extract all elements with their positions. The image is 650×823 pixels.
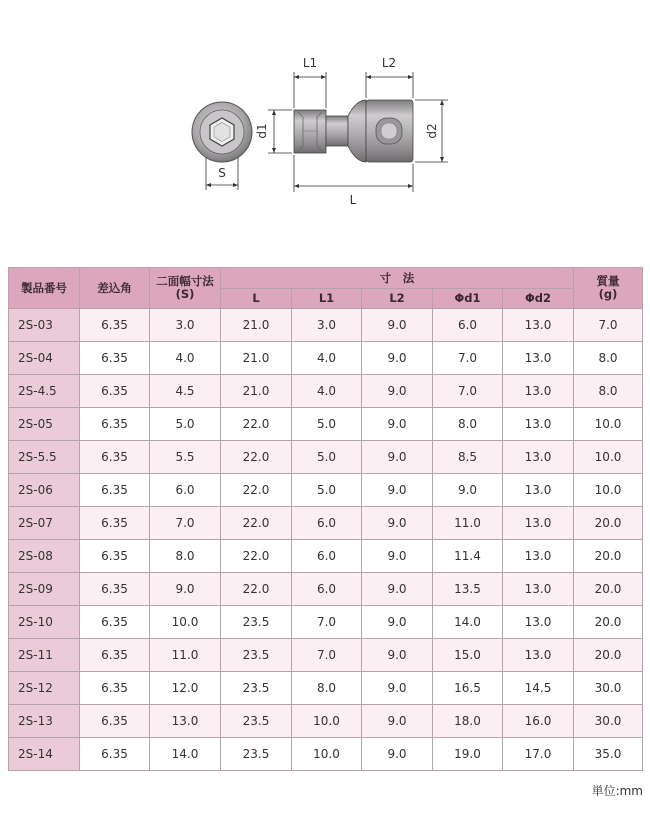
- table-cell: 8.5: [433, 441, 503, 474]
- table-cell: 7.0: [433, 342, 503, 375]
- table-cell: 6.35: [80, 441, 150, 474]
- table-cell: 4.0: [292, 375, 362, 408]
- table-cell: 10.0: [574, 408, 643, 441]
- socket-dimension-diagram: [0, 0, 650, 240]
- table-cell: 8.0: [292, 672, 362, 705]
- table-cell: 14.5: [503, 672, 574, 705]
- table-cell: 22.0: [221, 474, 292, 507]
- table-cell: 30.0: [574, 705, 643, 738]
- table-cell: 8.0: [433, 408, 503, 441]
- table-cell: 14.0: [150, 738, 221, 771]
- table-cell: 5.0: [150, 408, 221, 441]
- table-row: [9, 375, 643, 408]
- part-number-cell: 2S-11: [9, 639, 80, 672]
- table-cell: 11.0: [433, 507, 503, 540]
- table-cell: 22.0: [221, 441, 292, 474]
- header-l2: L2: [362, 289, 433, 309]
- table-cell: 6.0: [292, 507, 362, 540]
- socket-side-view: [294, 100, 413, 162]
- table-cell: 13.0: [503, 309, 574, 342]
- table-cell: 6.35: [80, 408, 150, 441]
- table-cell: 10.0: [574, 441, 643, 474]
- table-cell: 4.0: [292, 342, 362, 375]
- part-number-cell: 2S-04: [9, 342, 80, 375]
- header-hex-width: 二面幅寸法 (S): [150, 268, 221, 309]
- table-cell: 16.0: [503, 705, 574, 738]
- table-cell: 9.0: [362, 474, 433, 507]
- part-number-cell: 2S-13: [9, 705, 80, 738]
- table-cell: 21.0: [221, 375, 292, 408]
- table-cell: 6.35: [80, 639, 150, 672]
- table-cell: 35.0: [574, 738, 643, 771]
- table-cell: 13.0: [503, 606, 574, 639]
- dim-label-l1: L1: [302, 56, 318, 70]
- table-cell: 6.35: [80, 672, 150, 705]
- part-number-cell: 2S-05: [9, 408, 80, 441]
- table-cell: 7.0: [150, 507, 221, 540]
- table-cell: 5.0: [292, 474, 362, 507]
- table-cell: 9.0: [150, 573, 221, 606]
- part-number-cell: 2S-14: [9, 738, 80, 771]
- table-cell: 13.0: [503, 639, 574, 672]
- table-cell: 3.0: [150, 309, 221, 342]
- table-row: [9, 309, 643, 342]
- table-cell: 19.0: [433, 738, 503, 771]
- table-cell: 9.0: [362, 375, 433, 408]
- table-cell: 5.0: [292, 408, 362, 441]
- part-number-cell: 2S-4.5: [9, 375, 80, 408]
- part-number-cell: 2S-5.5: [9, 441, 80, 474]
- table-cell: 9.0: [362, 507, 433, 540]
- table-cell: 9.0: [362, 738, 433, 771]
- table-cell: 20.0: [574, 540, 643, 573]
- table-cell: 6.0: [433, 309, 503, 342]
- table-cell: 6.0: [292, 540, 362, 573]
- table-cell: 14.0: [433, 606, 503, 639]
- table-row: [9, 408, 643, 441]
- table-cell: 6.35: [80, 309, 150, 342]
- table-cell: 23.5: [221, 738, 292, 771]
- table-cell: 6.35: [80, 705, 150, 738]
- table-cell: 18.0: [433, 705, 503, 738]
- table-cell: 7.0: [574, 309, 643, 342]
- header-l1: L1: [292, 289, 362, 309]
- table-cell: 13.0: [503, 573, 574, 606]
- table-cell: 10.0: [574, 474, 643, 507]
- table-cell: 13.0: [150, 705, 221, 738]
- table-cell: 11.4: [433, 540, 503, 573]
- table-row: [9, 573, 643, 606]
- table-cell: 9.0: [362, 342, 433, 375]
- table-cell: 30.0: [574, 672, 643, 705]
- table-cell: 10.0: [150, 606, 221, 639]
- table-cell: 13.0: [503, 540, 574, 573]
- table-row: [9, 705, 643, 738]
- table-cell: 21.0: [221, 309, 292, 342]
- part-number-cell: 2S-06: [9, 474, 80, 507]
- dim-label-d2: d2: [425, 123, 439, 139]
- part-number-cell: 2S-12: [9, 672, 80, 705]
- table-cell: 20.0: [574, 606, 643, 639]
- table-cell: 6.35: [80, 606, 150, 639]
- table-row: [9, 441, 643, 474]
- table-cell: 16.5: [433, 672, 503, 705]
- table-cell: 23.5: [221, 705, 292, 738]
- table-row: [9, 738, 643, 771]
- table-cell: 13.0: [503, 441, 574, 474]
- header-mass: 質量 (g): [574, 268, 643, 309]
- table-cell: 20.0: [574, 573, 643, 606]
- table-cell: 23.5: [221, 672, 292, 705]
- table-cell: 15.0: [433, 639, 503, 672]
- table-cell: 7.0: [292, 639, 362, 672]
- table-cell: 8.0: [150, 540, 221, 573]
- table-cell: 9.0: [433, 474, 503, 507]
- table-cell: 9.0: [362, 441, 433, 474]
- table-cell: 22.0: [221, 540, 292, 573]
- table-cell: 12.0: [150, 672, 221, 705]
- table-cell: 23.5: [221, 606, 292, 639]
- table-row: [9, 474, 643, 507]
- table-cell: 6.35: [80, 342, 150, 375]
- table-cell: 6.0: [292, 573, 362, 606]
- table-cell: 3.0: [292, 309, 362, 342]
- table-cell: 8.0: [574, 342, 643, 375]
- table-cell: 11.0: [150, 639, 221, 672]
- table-cell: 22.0: [221, 408, 292, 441]
- table-cell: 13.0: [503, 408, 574, 441]
- table-cell: 13.0: [503, 375, 574, 408]
- table-cell: 9.0: [362, 639, 433, 672]
- header-d1: Φd1: [433, 289, 503, 309]
- table-cell: 22.0: [221, 573, 292, 606]
- table-cell: 4.5: [150, 375, 221, 408]
- table-cell: 6.35: [80, 738, 150, 771]
- table-row: [9, 342, 643, 375]
- table-cell: 22.0: [221, 507, 292, 540]
- table-cell: 9.0: [362, 705, 433, 738]
- table-cell: 9.0: [362, 408, 433, 441]
- table-row: [9, 540, 643, 573]
- dim-label-d1: d1: [255, 123, 269, 139]
- table-cell: 13.0: [503, 342, 574, 375]
- table-cell: 20.0: [574, 507, 643, 540]
- table-cell: 8.0: [574, 375, 643, 408]
- table-cell: 13.5: [433, 573, 503, 606]
- header-l: L: [221, 289, 292, 309]
- header-part-no: 製品番号: [9, 268, 80, 309]
- table-cell: 4.0: [150, 342, 221, 375]
- table-cell: 13.0: [503, 474, 574, 507]
- table-row: [9, 507, 643, 540]
- table-row: [9, 672, 643, 705]
- part-number-cell: 2S-07: [9, 507, 80, 540]
- part-number-cell: 2S-03: [9, 309, 80, 342]
- table-cell: 9.0: [362, 573, 433, 606]
- header-dimensions: 寸 法: [221, 268, 574, 289]
- dim-label-s: S: [218, 166, 226, 180]
- unit-note: 単位:mm: [591, 784, 643, 798]
- header-drive: 差込角: [80, 268, 150, 309]
- table-cell: 6.35: [80, 375, 150, 408]
- table-body: [9, 309, 643, 771]
- part-number-cell: 2S-08: [9, 540, 80, 573]
- table-cell: 9.0: [362, 606, 433, 639]
- table-cell: 17.0: [503, 738, 574, 771]
- table-cell: 21.0: [221, 342, 292, 375]
- table-cell: 10.0: [292, 705, 362, 738]
- dim-label-l: L: [349, 193, 357, 207]
- table-cell: 7.0: [433, 375, 503, 408]
- table-cell: 6.35: [80, 507, 150, 540]
- dim-label-l2: L2: [381, 56, 397, 70]
- table-cell: 9.0: [362, 309, 433, 342]
- table-cell: 5.0: [292, 441, 362, 474]
- table-cell: 6.35: [80, 573, 150, 606]
- spec-table: [8, 267, 643, 771]
- table-cell: 9.0: [362, 672, 433, 705]
- table-cell: 9.0: [362, 540, 433, 573]
- table-row: [9, 639, 643, 672]
- table-cell: 20.0: [574, 639, 643, 672]
- part-number-cell: 2S-10: [9, 606, 80, 639]
- table-cell: 6.0: [150, 474, 221, 507]
- part-number-cell: 2S-09: [9, 573, 80, 606]
- table-cell: 5.5: [150, 441, 221, 474]
- table-row: [9, 606, 643, 639]
- table-cell: 6.35: [80, 540, 150, 573]
- table-cell: 23.5: [221, 639, 292, 672]
- header-d2: Φd2: [503, 289, 574, 309]
- table-cell: 10.0: [292, 738, 362, 771]
- table-cell: 7.0: [292, 606, 362, 639]
- table-cell: 6.35: [80, 474, 150, 507]
- table-cell: 13.0: [503, 507, 574, 540]
